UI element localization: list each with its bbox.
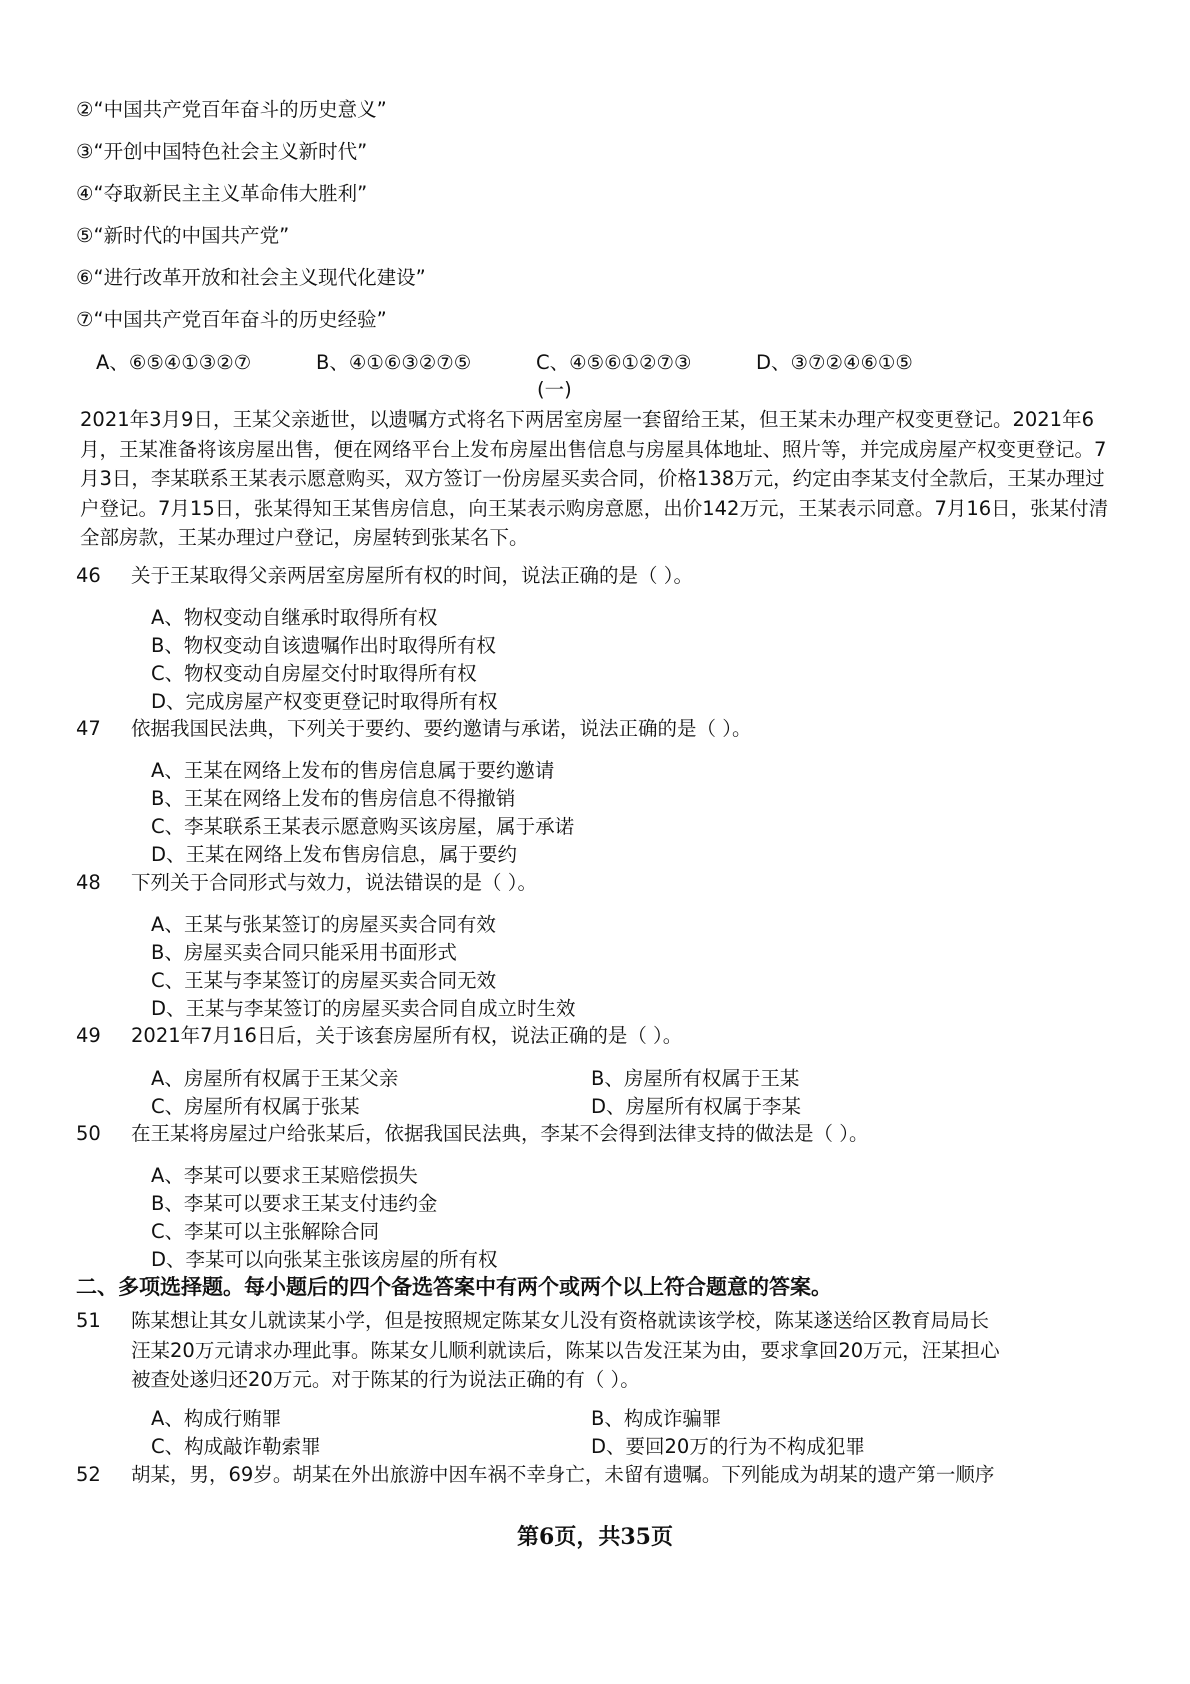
q46-option-c[interactable]: C、物权变动自房屋交付时取得所有权 bbox=[151, 662, 477, 685]
question-number: 46 bbox=[76, 564, 101, 587]
q48-option-c[interactable]: C、王某与李某签订的房屋买卖合同无效 bbox=[151, 969, 497, 992]
sequence-item-5: ⑤“新时代的中国共产党” bbox=[76, 224, 290, 247]
question-text: 在王某将房屋过户给张某后，依据我国民法典，李某不会得到法律支持的做法是（ ）。 bbox=[131, 1122, 869, 1145]
q47-option-c[interactable]: C、李某联系王某表示愿意购买该房屋，属于承诺 bbox=[151, 815, 575, 838]
q45-option-b[interactable]: B、④①⑥③②⑦⑤ bbox=[316, 351, 472, 374]
q51-option-c[interactable]: C、构成敲诈勒索罪 bbox=[151, 1435, 321, 1458]
question-text: 依据我国民法典，下列关于要约、要约邀请与承诺，说法正确的是（ ）。 bbox=[131, 717, 752, 740]
q46-option-d[interactable]: D、完成房屋产权变更登记时取得所有权 bbox=[151, 690, 498, 713]
case-paragraph: 2021年3月9日，王某父亲逝世，以遗嘱方式将名下两居室房屋一套留给王某，但王某未办理产权变更登记。2021年6月，王某准备将该房屋出售，便在网络平台上发布房屋出售信息与房屋具体地址、照片等，并完成房屋产权变更登记。7月3日，李某联系王某表示愿意购买，双方签订一份房屋买卖合同，价格138万元，约定由李某支付全款后，王某办理过户登记。7月15日，张某得知王某售房信息，向王某表示购房意愿，出价142万元，王某表示同意。7月16日，张某付清全部房款，王某办理过户登记，房屋转到张某名下。 bbox=[80, 408, 1109, 549]
q49-option-c[interactable]: C、房屋所有权属于张某 bbox=[151, 1095, 360, 1118]
sequence-item-6: ⑥“进行改革开放和社会主义现代化建设” bbox=[76, 266, 426, 289]
case-title: (一) bbox=[537, 378, 572, 401]
sequence-item-7: ⑦“中国共产党百年奋斗的历史经验” bbox=[76, 308, 387, 331]
question-number: 48 bbox=[76, 871, 101, 894]
q47-option-d[interactable]: D、王某在网络上发布售房信息，属于要约 bbox=[151, 843, 518, 866]
question-number: 47 bbox=[76, 717, 101, 740]
question-text: 2021年7月16日后，关于该套房屋所有权，说法正确的是（ ）。 bbox=[131, 1024, 683, 1047]
q51-option-b[interactable]: B、构成诈骗罪 bbox=[591, 1407, 722, 1430]
question-text: 下列关于合同形式与效力，说法错误的是（ ）。 bbox=[131, 871, 537, 894]
q46-option-b[interactable]: B、物权变动自该遗嘱作出时取得所有权 bbox=[151, 634, 496, 657]
q47-option-a[interactable]: A、王某在网络上发布的售房信息属于要约邀请 bbox=[151, 759, 555, 782]
q50-option-c[interactable]: C、李某可以主张解除合同 bbox=[151, 1220, 380, 1243]
q45-option-d[interactable]: D、③⑦②④⑥①⑤ bbox=[756, 351, 913, 374]
q47-option-b[interactable]: B、王某在网络上发布的售房信息不得撤销 bbox=[151, 787, 516, 810]
q49-option-a[interactable]: A、房屋所有权属于王某父亲 bbox=[151, 1067, 399, 1090]
question-text: 胡某，男，69岁。胡某在外出旅游中因车祸不幸身亡，未留有遗嘱。下列能成为胡某的遗产第一顺序 bbox=[131, 1463, 995, 1486]
q51-option-d[interactable]: D、要回20万的行为不构成犯罪 bbox=[591, 1435, 865, 1458]
q50-option-a[interactable]: A、李某可以要求王某赔偿损失 bbox=[151, 1164, 418, 1187]
q48-option-a[interactable]: A、王某与张某签订的房屋买卖合同有效 bbox=[151, 913, 496, 936]
q45-option-c[interactable]: C、④⑤⑥①②⑦③ bbox=[536, 351, 692, 374]
question-text: 陈某想让其女儿就读某小学，但是按照规定陈某女儿没有资格就读该学校，陈某遂送给区教育局局长汪某20万元请求办理此事。陈某女儿顺利就读后，陈某以告发汪某为由，要求拿回20万元，汪某担心被查处遂归还20万元。对于陈某的行为说法正确的有（ ）。 bbox=[131, 1309, 1000, 1391]
section-heading: 二、多项选择题。每小题后的四个备选答案中有两个或两个以上符合题意的答案。 bbox=[76, 1275, 832, 1299]
question-number: 50 bbox=[76, 1122, 101, 1145]
q49-option-b[interactable]: B、房屋所有权属于王某 bbox=[591, 1067, 800, 1090]
question-number: 52 bbox=[76, 1463, 101, 1486]
q46-option-a[interactable]: A、物权变动自继承时取得所有权 bbox=[151, 606, 438, 629]
q48-option-d[interactable]: D、王某与李某签订的房屋买卖合同自成立时生效 bbox=[151, 997, 576, 1020]
question-text: 关于王某取得父亲两居室房屋所有权的时间，说法正确的是（ ）。 bbox=[131, 564, 693, 587]
q51-option-a[interactable]: A、构成行贿罪 bbox=[151, 1407, 282, 1430]
sequence-item-2: ②“中国共产党百年奋斗的历史意义” bbox=[76, 98, 387, 121]
q49-option-d[interactable]: D、房屋所有权属于李某 bbox=[591, 1095, 802, 1118]
question-number: 51 bbox=[76, 1309, 101, 1332]
q48-option-b[interactable]: B、房屋买卖合同只能采用书面形式 bbox=[151, 941, 457, 964]
sequence-item-4: ④“夺取新民主主义革命伟大胜利” bbox=[76, 182, 368, 205]
page-footer: 第6页，共35页 bbox=[517, 1524, 673, 1550]
question-number: 49 bbox=[76, 1024, 101, 1047]
q45-option-a[interactable]: A、⑥⑤④①③②⑦ bbox=[96, 351, 252, 374]
q50-option-b[interactable]: B、李某可以要求王某支付违约金 bbox=[151, 1192, 438, 1215]
sequence-item-3: ③“开创中国特色社会主义新时代” bbox=[76, 140, 368, 163]
q50-option-d[interactable]: D、李某可以向张某主张该房屋的所有权 bbox=[151, 1248, 498, 1271]
